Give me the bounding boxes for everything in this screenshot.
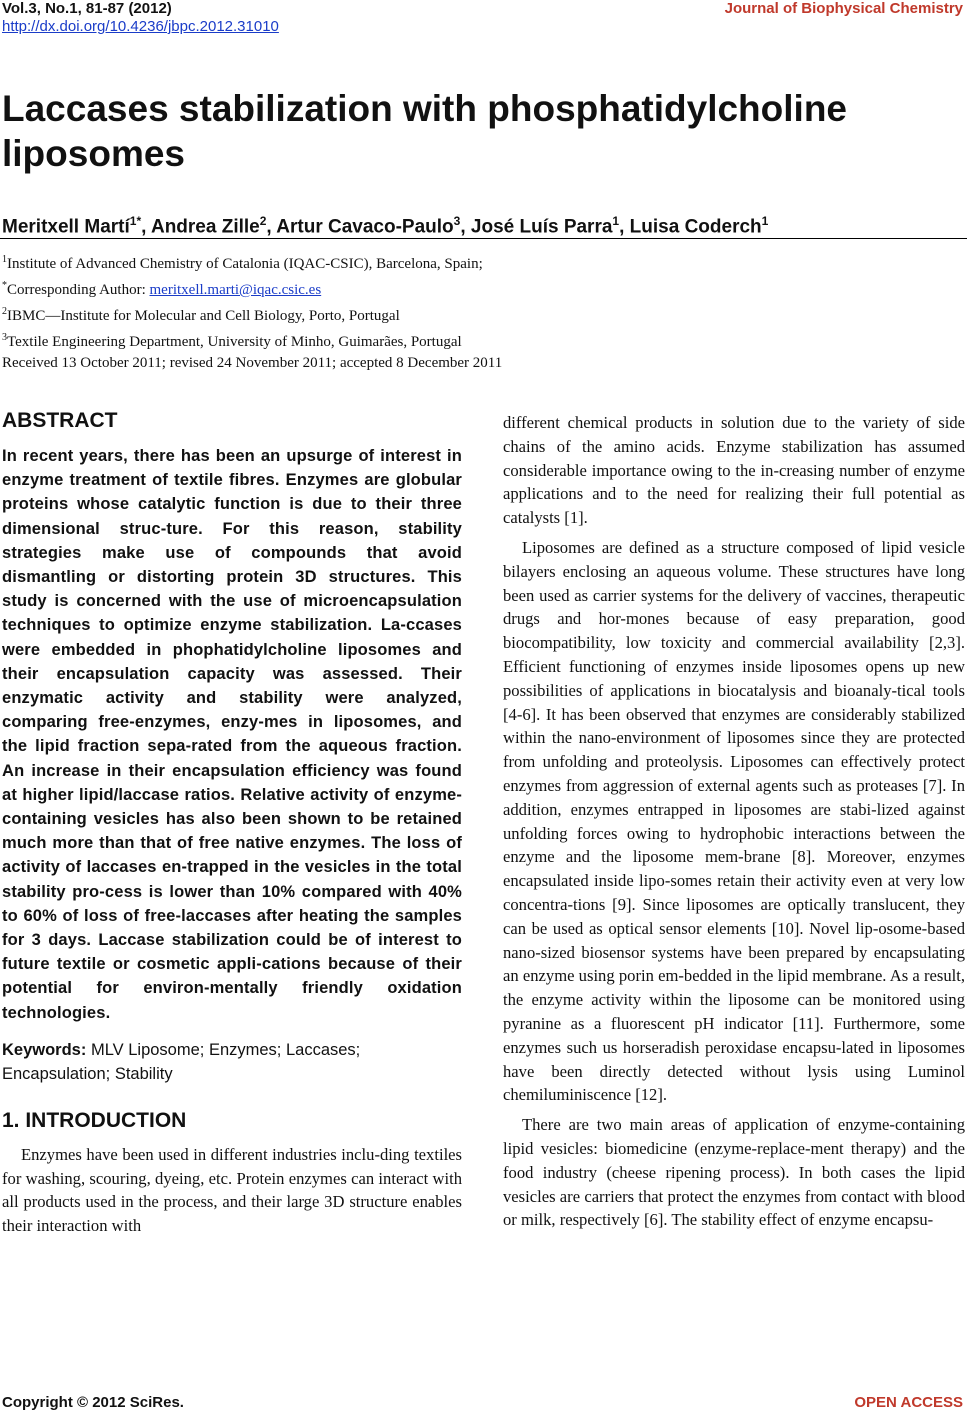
author-affiliation-mark: 2 <box>259 214 267 228</box>
affiliation-1: $^1$Institute of Advanced Chemistry of Catalonia (IQAC-CSIC), Barcelona, Spain; <box>2 254 483 272</box>
author-name: José Luís Parra <box>470 216 613 238</box>
keywords-label: Keywords: <box>2 1040 87 1059</box>
keywords <box>2 1038 462 1087</box>
author-name: Luisa Coderch <box>629 216 762 238</box>
title-divider <box>0 238 967 239</box>
abstract-heading: ABSTRACT <box>2 409 118 432</box>
body-paragraph: Enzymes have been used in different industries inclu-ding textiles for washing, scouring, dyeing, etc. Protein enzymes can interact with all products used in the process, and their large 3D structure enables their interaction with <box>2 1144 462 1236</box>
author-affiliation-mark: 1 <box>761 214 769 228</box>
left-column <box>2 407 462 1238</box>
open-access-label: OPEN ACCESS <box>854 1394 963 1411</box>
paper-title: Laccases stabilization with phosphatidylcholine liposomes <box>2 88 848 174</box>
received-dates: Received 13 October 2011; revised 24 November 2011; accepted 8 December 2011 <box>2 355 503 371</box>
corresponding-author: *Corresponding Author: meritxell.marti@iqac.csic.es <box>2 280 322 298</box>
journal-name: Journal of Biophysical Chemistry <box>724 0 963 17</box>
author-name: Andrea Zille <box>150 216 260 238</box>
body-paragraph: different chemical products in solution due to the variety of side chains of the amino acids. Enzyme stabilization has assumed considerable importance owing to the in-creasing number of enzyme applications and to the need for realizing their full potential as catalysts [1]. <box>503 413 965 528</box>
author-name: Artur Cavaco-Paulo <box>276 216 454 238</box>
right-column <box>503 411 965 1232</box>
introduction-heading: 1. INTRODUCTION <box>2 1108 187 1132</box>
author-affiliation-mark: 3 <box>453 214 461 228</box>
body-paragraph: Liposomes are defined as a structure composed of lipid vesicle bilayers enclosing an aqueous volume. These structures have long been used as carrier systems for the delivery of vaccines, therapeutic drugs and hor-mones because of easy preparation, good biocompatibility, low toxicity and commercial availability [2,3]. Efficient functioning of enzymes inside liposomes opens up new possibilities of applications in biocatalysis and bioanaly-tical tools [4-6]. It has been observed that enzymes are considerably stabilized within the nano-environment of liposomes since they are protected from unfolding and proteolysis. Liposomes can effectively protect enzymes from aggression of external agents such as proteases [7]. In addition, enzymes entrapped in liposomes are stabi-lized against unfolding forces owing to hydrophobic interactions between the enzyme and the liposome mem-brane [8]. Moreover, enzymes encapsulated inside lipo-somes retain their activity even at very low concentra-tions [9]. Since liposomes are optically translucent, they can be used as optical sensor elements [10]. Novel lip-osome-based nano-sized biosensor systems have been prepared by encapsulating an enzyme using porin em-bedded in the lipid membrane. As a result, the enzyme activity within the liposome can be monitored using pyranine as a fluorescent pH indicator [11]. Furthermore, some enzymes such us horseradish peroxidase encapsu-lated in liposomes have been directly detected without lysis using Luminol chemiluminiscence [12]. <box>503 537 965 1105</box>
affiliation-3: $^3$Textile Engineering Department, University of Minho, Guimarães, Portugal <box>2 332 462 350</box>
body-paragraph: There are two main areas of application of enzyme-containing lipid vesicles: biomedicine (enzyme-replace-ment therapy) and the food industry (cheese ripening process). In both cases the lipid vesicles are carriers that protect the enzymes from contact with blood or milk, respectively [6]. The stability effect of enzyme encapsu- <box>503 1115 965 1230</box>
volume-info: Vol.3, No.1, 81-87 (2012) <box>2 0 172 17</box>
author-list: Meritxell Martí$^{1*}$, Andrea Zille$^2$, Artur Cavaco-Paulo$^3$, José Luís Parra$^1$, Luisa Coderch$^1$ <box>2 214 769 238</box>
doi-link[interactable]: http://dx.doi.org/10.4236/jbpc.2012.31010 <box>2 18 279 35</box>
affiliation-2: $^2$IBMC—Institute for Molecular and Cell Biology, Porto, Portugal <box>2 306 400 324</box>
author-affiliation-mark: 1 <box>612 214 620 228</box>
copyright: Copyright © 2012 SciRes. <box>2 1394 184 1411</box>
keywords-text: MLV Liposome; Enzymes; Laccases; Encapsulation; Stability <box>2 1040 361 1084</box>
abstract-text: In recent years, there has been an upsurge of interest in enzyme treatment of textile fibres. Enzymes are globular proteins whose catalytic function is due to their three dimensional struc-ture. For this reason, stability strategies make use of compounds that avoid dismantling or distorting protein 3D structures. This study is concerned with the use of microencapsulation techniques to optimize enzyme stabilization. La-ccases were embedded in phophatidylcholine liposomes and their encapsulation capacity was assessed. Their enzymatic activity and stability were analyzed, comparing free-enzymes, enzy-mes in liposomes, and the lipid fraction sepa-rated from the aqueous fraction. An increase in their encapsulation efficiency was found at higher lipid/laccase ratios. Relative activity of enzyme-containing vesicles has also been shown to be retained much more than that of free native enzymes. The loss of activity of laccases en-trapped in the vesicles in the total stability pro-cess is lower than 10% compared with 40% to 60% of loss of free-laccases after heating the samples for 3 days. Laccase stabilization could be of interest to future textile or cosmetic appli-cations because of their potential for environ-mentally friendly oxidation technologies. <box>2 447 462 1022</box>
author-affiliation-mark: 1* <box>129 214 142 228</box>
affiliations <box>2 249 483 353</box>
corresponding-email-link[interactable]: meritxell.marti@iqac.csic.es <box>149 282 322 298</box>
author-name: Meritxell Martí <box>2 216 130 238</box>
